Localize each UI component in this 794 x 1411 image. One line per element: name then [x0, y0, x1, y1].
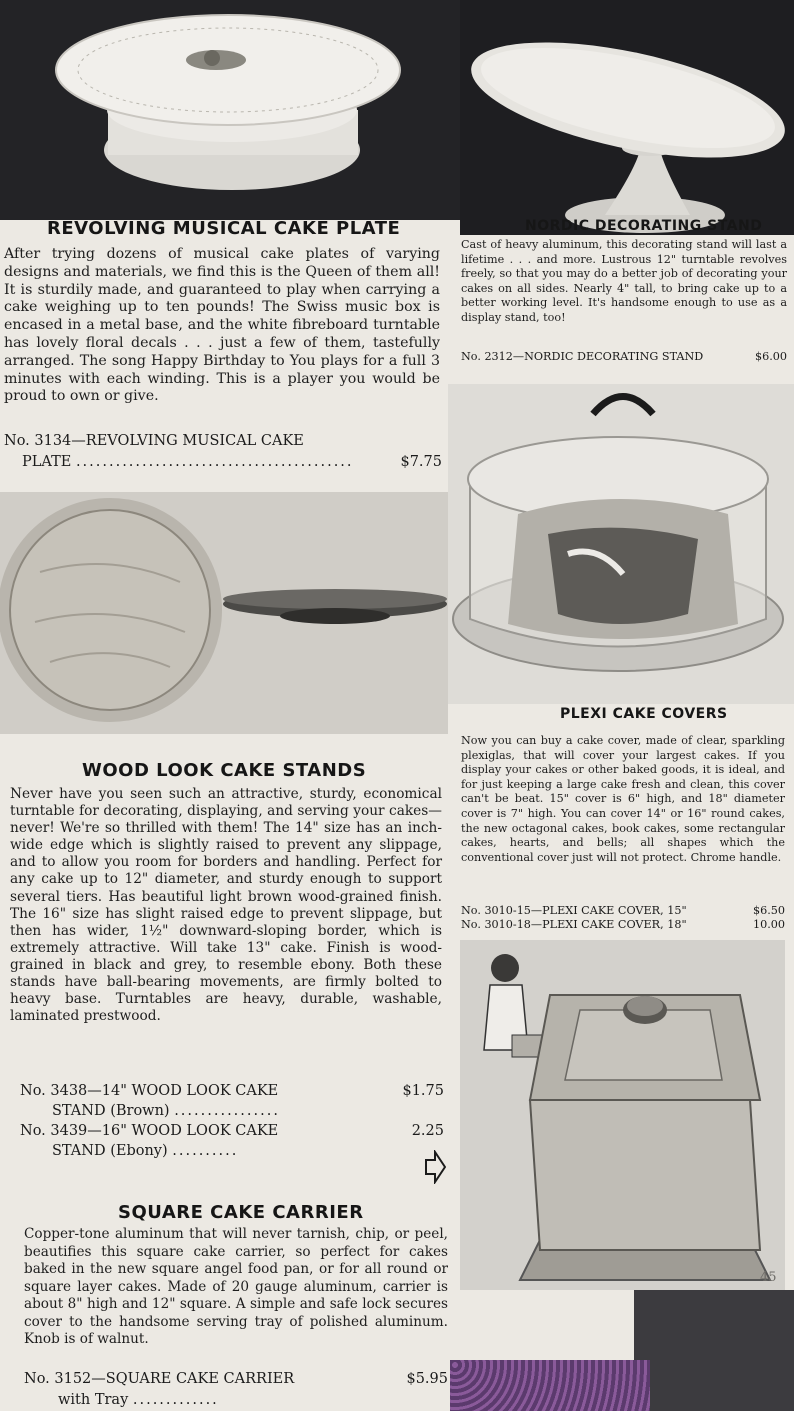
- musical-plate-description: After trying dozens of musical cake plates of varying designs and materials, we find this is the Queen of them all! It is sturdily made, and guaranteed to play when carrying a cake weighing up to ten pounds! The Swiss music box is encased in a metal base, and the white fibreboard turntable has lovely floral decals . . . just a few of them, tastefully arranged. The song Happy Birthday to You plays for a full 3 minutes with each winding. This is a player you would be proud to own or give.: [4, 246, 440, 405]
- nordic-stand-price: $6.00: [754, 350, 787, 363]
- musical-plate-order-line: [4, 432, 304, 450]
- plexi-cover-15-label: No. 3010-15—PLEXI CAKE COVER, 15": [461, 904, 687, 917]
- plexi-cover-15-price: $6.50: [752, 904, 785, 917]
- wood-stand-14-price: $1.75: [402, 1083, 444, 1099]
- plexi-covers-heading: PLEXI CAKE COVERS: [560, 706, 728, 722]
- wood-stand-16-label-2: STAND (Ebony): [52, 1143, 168, 1159]
- page-number: 45: [760, 1270, 777, 1285]
- square-carrier-heading: SQUARE CAKE CARRIER: [118, 1202, 364, 1223]
- wood-stand-16-price: 2.25: [411, 1123, 444, 1139]
- leader-dots: ..........................................: [75, 454, 354, 470]
- square-carrier-order: [24, 1370, 448, 1388]
- wood-stand-16-order: [20, 1122, 444, 1140]
- wood-stands-description: Never have you seen such an attractive, sturdy, economical turntable for decorating, displaying, and serving your cakes—never! We're so thrilled with them! The 14" size has an inch-wide edge which is slightly raised to prevent any slippage, and to allow you room for borders and handling. Perfect for any cake up to 12" diameter, and sturdy enough to support several tiers. Has beautiful light brown wood-grained finish. The 16" size has slight raised edge to prevent slippage, but then has wider, 1½" downward-sloping border, which is extremely attractive. Will take 13" cake. Finish is wood-grained in black and grey, to resemble ebony. Both these stands have ball-bearing movements, are firmly bolted to heavy base. Turntables are heavy, durable, washable, laminated prestwood.: [10, 786, 442, 1025]
- plexi-cover-15-order: [461, 904, 785, 918]
- nordic-stand-heading: NORDIC DECORATING STAND: [525, 218, 763, 234]
- nordic-stand-order-label: No. 2312—NORDIC DECORATING STAND: [461, 350, 704, 363]
- square-carrier-illustration: [460, 940, 785, 1290]
- musical-plate-price: $7.75: [400, 454, 442, 470]
- musical-plate-order-label: No. 3134—REVOLVING MUSICAL CAKE: [4, 433, 304, 449]
- wood-stand-16-label: No. 3439—16" WOOD LOOK CAKE: [20, 1123, 279, 1139]
- leader-dots: .............: [132, 1392, 219, 1408]
- nordic-stand-order-line: [461, 350, 787, 364]
- plexi-covers-description: Now you can buy a cake cover, made of clear, sparkling plexiglas, that will cover your largest cakes. If you display your cakes or other baked goods, it is ideal, and for just keeping a large cake fresh and clean, this cover can't be beat. 15" cover is 6" high, and 18" diameter cover is 7" high. You can cover 14" or 16" round cakes, the new octagonal cakes, book cakes, some rectangular cakes, hearts, and bells; all shapes which the conventional cover just will not protect. Chrome handle.: [461, 734, 785, 864]
- nordic-stand-illustration: [460, 0, 794, 235]
- square-carrier-label-2: with Tray: [58, 1392, 129, 1408]
- wood-stands-heading: WOOD LOOK CAKE STANDS: [82, 760, 367, 781]
- wood-stand-16-order-line-2: [52, 1142, 238, 1160]
- wood-stands-illustration: [0, 492, 448, 734]
- plexi-cover-18-price: 10.00: [752, 918, 785, 931]
- square-carrier-price: $5.95: [406, 1371, 448, 1387]
- nordic-stand-description: Cast of heavy aluminum, this decorating stand will last a lifetime . . . and more. Lustrous 12" turntable revolves freely, so that you may do a better job of decorating your cakes on all sides. Nearly 4" tall, to bring cake up to a better working level. It's handsome enough to use as a display stand, too!: [461, 238, 787, 324]
- square-carrier-description: Copper-tone aluminum that will never tarnish, chip, or peel, beautifies this square cake carrier, so perfect for cakes baked in the new square angel food pan, or for all round or square layer cakes. Made of 20 gauge aluminum, carrier is about 8" high and 12" square. A simple and safe lock secures cover to the handsome serving tray of polished aluminum. Knob is of walnut.: [24, 1226, 448, 1347]
- musical-plate-order-line-2: [22, 453, 442, 471]
- plexi-cover-illustration: [448, 384, 794, 704]
- musical-cake-plate-photo: [0, 0, 460, 220]
- wood-stand-14-order-line-2: [52, 1102, 280, 1120]
- square-cake-carrier-photo: [460, 940, 785, 1290]
- leader-dots: ................: [174, 1103, 280, 1119]
- musical-plate-order-label-2: PLATE: [22, 454, 72, 470]
- musical-plate-illustration: [0, 0, 460, 220]
- nordic-stand-photo: [460, 0, 794, 235]
- leader-dots: ..........: [172, 1143, 239, 1159]
- arrow-right-icon: [424, 1150, 446, 1184]
- wood-stand-14-order: [20, 1082, 444, 1100]
- plexi-cover-18-label: No. 3010-18—PLEXI CAKE COVER, 18": [461, 918, 687, 931]
- square-carrier-order-line-2: [58, 1391, 219, 1409]
- square-carrier-label: No. 3152—SQUARE CAKE CARRIER: [24, 1371, 295, 1387]
- wood-cake-stands-photo: [0, 492, 448, 734]
- fabric-background: [450, 1360, 650, 1411]
- background-surface: [634, 1290, 794, 1411]
- plexi-cover-18-order: [461, 918, 785, 932]
- plexi-cake-cover-photo: [448, 384, 794, 704]
- wood-stand-14-label-2: STAND (Brown): [52, 1103, 170, 1119]
- wood-stand-14-label: No. 3438—14" WOOD LOOK CAKE: [20, 1083, 279, 1099]
- musical-plate-heading: REVOLVING MUSICAL CAKE PLATE: [47, 218, 401, 239]
